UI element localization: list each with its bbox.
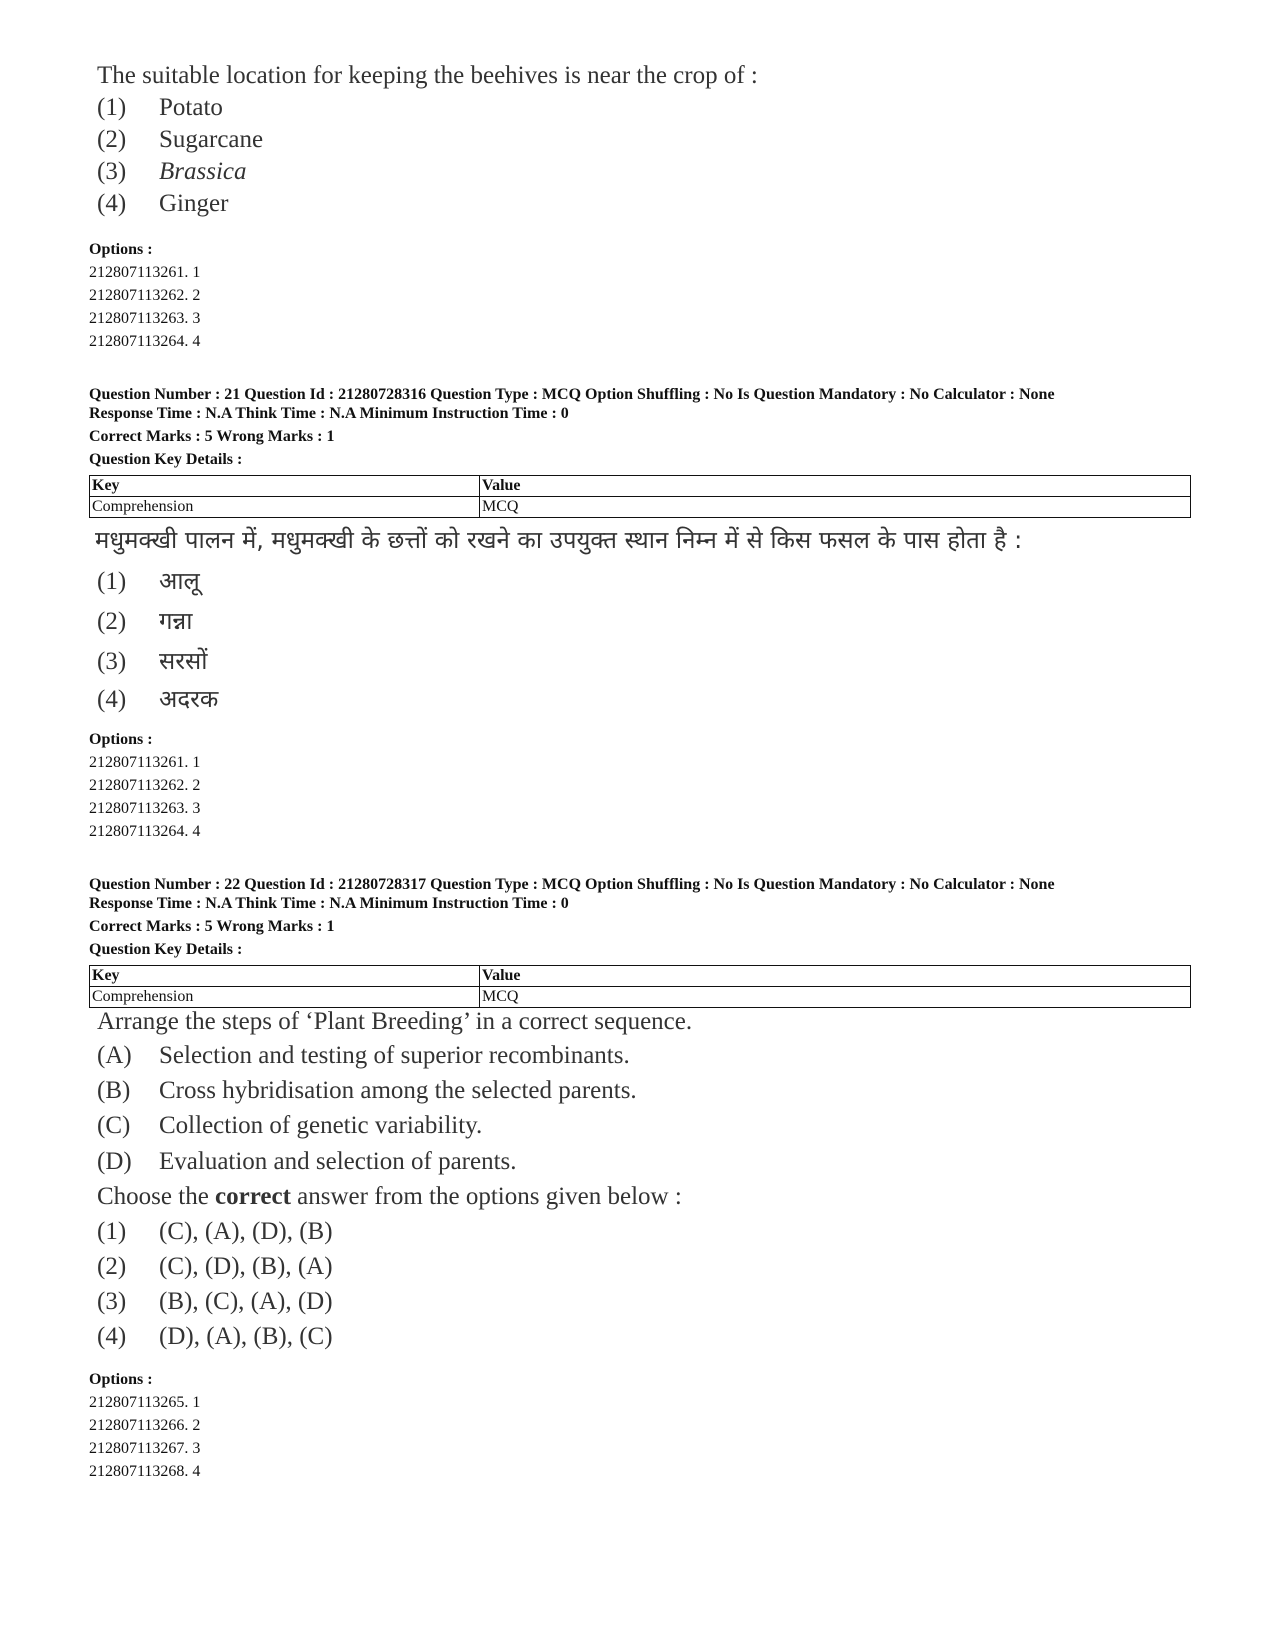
choice-text: Ginger (159, 190, 229, 217)
options-label: Options : (89, 1371, 153, 1388)
option-id: 212807113262. 2 (89, 287, 201, 304)
choice-4 (97, 682, 218, 715)
instruction-post: answer from the options given below : (290, 1183, 682, 1210)
choice-4 (97, 190, 228, 218)
option-id: 212807113262. 2 (89, 777, 201, 794)
choice-3 (97, 644, 207, 677)
step-label: (B) (97, 1077, 131, 1104)
choice-4 (97, 1323, 333, 1351)
table-cell-value: MCQ (480, 987, 1191, 1008)
choice-number: (1) (97, 568, 127, 595)
choice-text: अदरक (159, 685, 219, 713)
choice-number: (1) (97, 1218, 127, 1245)
instruction-line (97, 1183, 682, 1211)
key-details-label: Question Key Details : (89, 941, 243, 958)
choice-text: आलू (159, 567, 200, 595)
choice-number: (2) (97, 126, 127, 153)
question-meta-line1: Question Number : 21 Question Id : 21280728316 Question Type : MCQ Option Shuffling : No Is Question Mandatory : No Calculator : None (89, 386, 1055, 403)
step-text: Selection and testing of superior recombinants. (159, 1042, 630, 1069)
question-stem: The suitable location for keeping the beehives is near the crop of : (97, 62, 758, 89)
option-id: 212807113264. 4 (89, 333, 201, 350)
choice-number: (1) (97, 94, 127, 121)
key-details-table (89, 475, 1191, 518)
choice-text: सरसों (159, 647, 208, 675)
choice-number: (4) (97, 1323, 127, 1350)
step-label: (C) (97, 1112, 131, 1139)
table-cell-key: Comprehension (90, 987, 480, 1008)
choice-text: (C), (D), (B), (A) (159, 1253, 333, 1280)
choice-text: (C), (A), (D), (B) (159, 1218, 333, 1245)
table-header-value: Value (480, 476, 1191, 497)
step-d (97, 1148, 517, 1176)
choice-1 (97, 1218, 333, 1246)
choice-number: (3) (97, 1288, 127, 1315)
marks-line: Correct Marks : 5 Wrong Marks : 1 (89, 428, 335, 445)
table-header-value: Value (480, 966, 1191, 987)
choice-number: (4) (97, 190, 127, 217)
table-header-key: Key (90, 476, 480, 497)
choice-text: (B), (C), (A), (D) (159, 1288, 333, 1315)
step-label: (A) (97, 1042, 132, 1069)
step-text: Collection of genetic variability. (159, 1112, 483, 1139)
marks-line: Correct Marks : 5 Wrong Marks : 1 (89, 918, 335, 935)
choice-1 (97, 564, 200, 597)
question-meta-line2: Response Time : N.A Think Time : N.A Minimum Instruction Time : 0 (89, 405, 569, 422)
choice-1 (97, 94, 223, 122)
question-meta-line1: Question Number : 22 Question Id : 21280728317 Question Type : MCQ Option Shuffling : No Is Question Mandatory : No Calculator : None (89, 876, 1055, 893)
option-id: 212807113267. 3 (89, 1440, 201, 1457)
option-id: 212807113261. 1 (89, 754, 201, 771)
table-header-key: Key (90, 966, 480, 987)
option-id: 212807113266. 2 (89, 1417, 201, 1434)
table-cell-key: Comprehension (90, 497, 480, 518)
step-label: (D) (97, 1148, 132, 1175)
choice-text: Potato (159, 94, 223, 121)
choice-text: Brassica (159, 158, 247, 185)
step-b (97, 1077, 637, 1105)
question-meta-line2: Response Time : N.A Think Time : N.A Minimum Instruction Time : 0 (89, 895, 569, 912)
option-id: 212807113261. 1 (89, 264, 201, 281)
key-details-table (89, 965, 1191, 1008)
option-id: 212807113265. 1 (89, 1394, 201, 1411)
choice-number: (4) (97, 686, 127, 713)
question-stem-hindi: मधुमक्खी पालन में, मधुमक्खी के छत्तों को रखने का उपयुक्त स्थान निम्न में से किस फसल के पास होता है : (95, 526, 1023, 554)
choice-text: गन्ना (159, 607, 193, 635)
choice-3 (97, 158, 247, 186)
choice-number: (2) (97, 1253, 127, 1280)
option-id: 212807113263. 3 (89, 800, 201, 817)
choice-number: (2) (97, 608, 127, 635)
step-c (97, 1112, 482, 1140)
step-text: Cross hybridisation among the selected parents. (159, 1077, 637, 1104)
table-cell-value: MCQ (480, 497, 1191, 518)
step-a (97, 1042, 630, 1070)
key-details-label: Question Key Details : (89, 451, 243, 468)
choice-2 (97, 604, 192, 637)
choice-number: (3) (97, 648, 127, 675)
choice-3 (97, 1288, 333, 1316)
options-label: Options : (89, 241, 153, 258)
instruction-emphasis: correct (215, 1183, 291, 1210)
option-id: 212807113268. 4 (89, 1463, 201, 1480)
option-id: 212807113264. 4 (89, 823, 201, 840)
option-id: 212807113263. 3 (89, 310, 201, 327)
choice-text: (D), (A), (B), (C) (159, 1323, 333, 1350)
step-text: Evaluation and selection of parents. (159, 1148, 517, 1175)
choice-number: (3) (97, 158, 127, 185)
choice-text: Sugarcane (159, 126, 264, 153)
choice-2 (97, 126, 263, 154)
choice-2 (97, 1253, 333, 1281)
options-label: Options : (89, 731, 153, 748)
instruction-pre: Choose the (97, 1183, 216, 1210)
question-stem: Arrange the steps of ‘Plant Breeding’ in a correct sequence. (97, 1008, 693, 1035)
